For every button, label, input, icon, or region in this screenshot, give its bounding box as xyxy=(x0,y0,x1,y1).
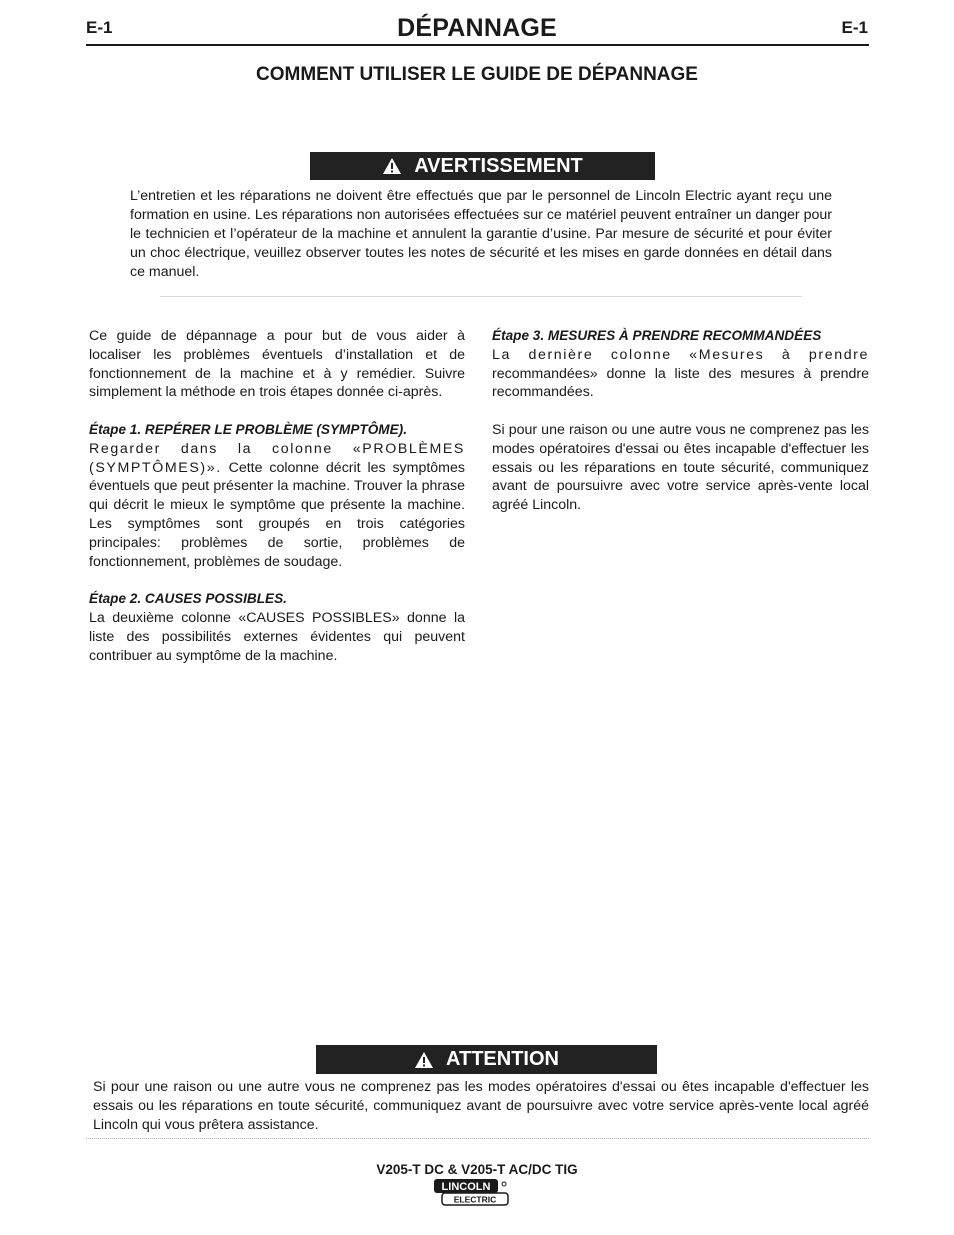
step2-text: La deuxième colonne «CAUSES POSSIBLES» donne la liste des possibilités externes évidentes qui peuvent contribuer au symptôme de la machine. xyxy=(89,609,465,664)
section-title: COMMENT UTILISER LE GUIDE DE DÉPANNAGE xyxy=(256,64,698,85)
step3-text: recommandées» donne la liste des mesures à prendre recommandées. xyxy=(492,365,869,401)
step1-heading: Étape 1. REPÉRER LE PROBLÈME (SYMPTÔME). xyxy=(89,421,407,437)
step1-lead: Regarder dans la colonne «PROBLÈMES (SYMPTÔMES)». xyxy=(89,440,465,476)
page-number-right: E-1 xyxy=(841,18,868,37)
warning-text: L’entretien et les réparations ne doivent être effectués que par le personnel de Lincoln Electric ayant reçu une formation en usine. Les réparations non autorisées effectuées sur ce matériel peuvent entraîner un danger pour le technicien et l’opérateur de la machine et annulent la garantie d’usine. Par mesure de sécurité et pour éviter un choc électrique, veuillez observer toutes les notes de sécurité et les mises en garde données en détail dans ce manuel. xyxy=(130,188,832,280)
step2-heading: Étape 2. CAUSES POSSIBLES. xyxy=(89,591,287,607)
attention-banner xyxy=(316,1045,657,1074)
step3-heading: Étape 3. MESURES À PRENDRE RECOMMANDÉES xyxy=(492,328,822,343)
section-divider xyxy=(160,296,802,297)
page-title: DÉPANNAGE xyxy=(397,14,557,42)
attention-label: ATTENTION xyxy=(446,1048,559,1070)
warning-triangle-icon xyxy=(382,157,402,175)
page-number-left: E-1 xyxy=(86,18,113,37)
footer-rule xyxy=(86,1138,869,1139)
lincoln-electric-logo xyxy=(433,1178,511,1206)
step3-lead: La dernière colonne «Mesures à prendre xyxy=(492,346,869,363)
right-column xyxy=(492,327,869,534)
logo-top-text: LINCOLN xyxy=(441,1181,491,1193)
note-paragraph: Si pour une raison ou une autre vous ne comprenez pas les modes opératoires d'essai ou êtes incapable d'effectuer les essais ou les réparations en toute sécurité, communiquez avant de poursuivre avec votre service après-vente local agréé Lincoln. xyxy=(492,421,869,514)
step1-paragraph xyxy=(89,421,465,571)
header-rule xyxy=(86,44,869,46)
warning-triangle-icon xyxy=(414,1051,434,1069)
step3-paragraph xyxy=(492,327,869,402)
attention-text: Si pour une raison ou une autre vous ne comprenez pas les modes opératoires d'essai ou êtes incapable d'effectuer les essais ou les réparations en toute sécurité, communiquez avant de poursuivre avec votre service après-vente local agréé Lincoln qui vous prêtera assistance. xyxy=(93,1079,869,1133)
step2-paragraph xyxy=(89,590,465,665)
footer-model: V205-T DC & V205-T AC/DC TIG xyxy=(376,1162,578,1177)
left-column xyxy=(89,327,465,684)
warning-label: AVERTISSEMENT xyxy=(414,154,583,177)
logo-bottom-text: ELECTRIC xyxy=(453,1194,497,1205)
intro-paragraph: Ce guide de dépannage a pour but de vous aider à localiser les problèmes éventuels d’installation et de fonctionnement de la machine et à y remédier. Suivre simplement la méthode en trois étapes donnée ci-après. xyxy=(89,328,465,401)
step1-text: Cette colonne décrit les symptômes éventuels que peut présenter la machine. Trouver la phrase qui décrit le mieux le symptôme que présente la machine. Les symptômes sont groupés en trois catégories principales: problèmes de sortie, problèmes de fonctionnement, problèmes de soudage. xyxy=(89,459,465,570)
warning-banner xyxy=(310,152,655,180)
